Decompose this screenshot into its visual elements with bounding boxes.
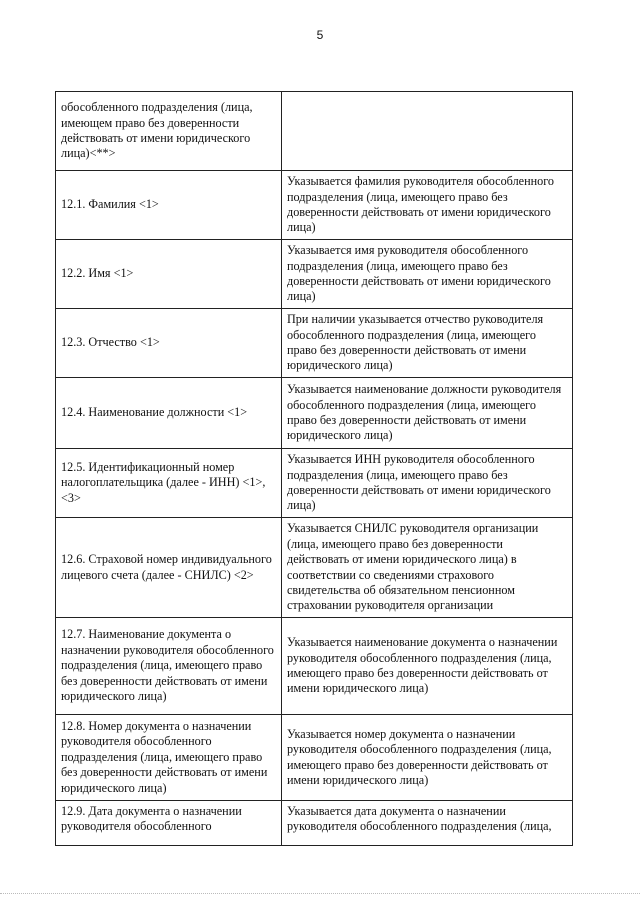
table-row	[56, 518, 573, 618]
field-description-cell: Указывается наименование должности руководителя обособленного подразделения (лица, имеющего право без доверенности действовать от имени юридического лица)	[282, 378, 573, 449]
table-row	[56, 309, 573, 378]
field-description-cell: Указывается дата документа о назначении руководителя обособленного подразделения (лица,	[282, 801, 573, 846]
field-description-cell: При наличии указывается отчество руководителя обособленного подразделения (лица, имеющего право без доверенности действовать от имени юридического лица)	[282, 309, 573, 378]
table-row	[56, 92, 573, 171]
field-name-cell: 12.6. Страховой номер индивидуального лицевого счета (далее - СНИЛС) <2>	[56, 518, 282, 618]
page-bottom-edge	[0, 893, 640, 895]
field-name-cell: 12.2. Имя <1>	[56, 240, 282, 309]
table-row	[56, 618, 573, 715]
field-name-cell: 12.7. Наименование документа о назначении руководителя обособленного подразделения (лица, имеющего право без доверенности действовать от имени юридического лица)	[56, 618, 282, 715]
field-name-cell: 12.8. Номер документа о назначении руководителя обособленного подразделения (лица, имеющего право без доверенности действовать от имени юридического лица)	[56, 715, 282, 801]
field-name-cell: 12.9. Дата документа о назначении руководителя обособленного	[56, 801, 282, 846]
field-description-cell: Указывается наименование документа о назначении руководителя обособленного подразделения (лица, имеющего право без доверенности действовать от имени юридического лица)	[282, 618, 573, 715]
field-name-cell: обособленного подразделения (лица, имеющем право без доверенности действовать от имени юридического лица)<**>	[56, 92, 282, 171]
table-row	[56, 801, 573, 846]
table-row	[56, 715, 573, 801]
page-number: 5	[316, 28, 324, 42]
field-description-cell: Указывается фамилия руководителя обособленного подразделения (лица, имеющего право без доверенности действовать от имени юридического лица)	[282, 171, 573, 240]
field-name-cell: 12.3. Отчество <1>	[56, 309, 282, 378]
field-name-cell: 12.1. Фамилия <1>	[56, 171, 282, 240]
table-row	[56, 449, 573, 518]
field-description-cell: Указывается ИНН руководителя обособленного подразделения (лица, имеющего право без доверенности действовать от имени юридического лица)	[282, 449, 573, 518]
field-description-cell: Указывается имя руководителя обособленного подразделения (лица, имеющего право без доверенности действовать от имени юридического лица)	[282, 240, 573, 309]
field-description-cell: Указывается номер документа о назначении руководителя обособленного подразделения (лица, имеющего право без доверенности действовать от имени юридического лица)	[282, 715, 573, 801]
table-row	[56, 240, 573, 309]
table-row	[56, 378, 573, 449]
requirements-table	[55, 91, 573, 846]
table-row	[56, 171, 573, 240]
field-name-cell: 12.4. Наименование должности <1>	[56, 378, 282, 449]
field-description-cell	[282, 92, 573, 171]
field-name-cell: 12.5. Идентификационный номер налогоплательщика (далее - ИНН) <1>, <3>	[56, 449, 282, 518]
field-description-cell: Указывается СНИЛС руководителя организации (лица, имеющего право без доверенности действовать от имени юридического лица) в соответствии со сведениями страхового свидетельства об обязательном пенсионном страховании руководителя организации	[282, 518, 573, 618]
